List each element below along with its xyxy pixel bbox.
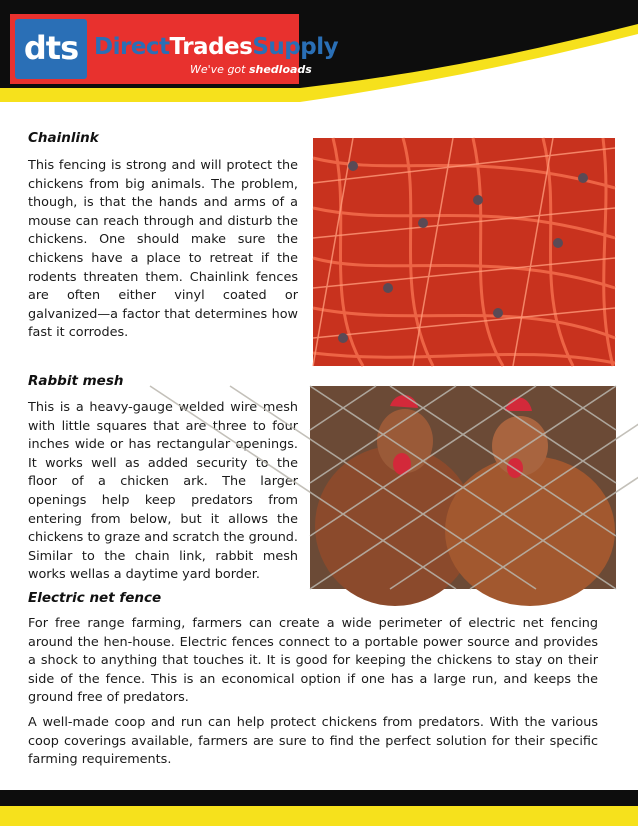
- electric-fence-body: For free range farming, farmers can create a wide perimeter of electric net fencing around the hen-house. Electric fences connect to a portable power source and provides a shock to anything that touches it. It is good for keeping the chickens to stay on their side of the fence. This is an economical option if one has a large run, and keeps the ground free of predators.: [28, 616, 598, 706]
- brand-name-part2: Trades: [169, 34, 253, 60]
- chainlink-heading: Chainlink: [28, 130, 99, 146]
- rabbit-mesh-body: This is a heavy-gauge welded wire mesh with little squares that are three to four inches wide or has rectangular openings. It works well as added security to the floor of a chicken ark. The larger openings help keep predators from entering from below, but it allows the chickens to graze and scratch the ground. Similar to the chain link, rabbit mesh works wellas a daytime yard border.: [28, 400, 298, 583]
- brand-logo[interactable]: [10, 14, 339, 84]
- chickens-fence-image: [310, 386, 616, 589]
- page-header: [0, 0, 638, 105]
- footer-yellow-band: [0, 806, 638, 826]
- logo-badge: [15, 19, 87, 79]
- brand-name-part3: Supply: [252, 34, 339, 60]
- brand-tagline: [190, 63, 312, 76]
- rabbit-mesh-heading: Rabbit mesh: [28, 373, 124, 389]
- electric-fence-heading: Electric net fence: [28, 590, 162, 606]
- tagline-bold: shedloads: [248, 63, 312, 76]
- footer-black-band: [0, 790, 638, 806]
- logo-badge-text: dts: [23, 29, 79, 67]
- tagline-prefix: We've got: [190, 63, 246, 76]
- chickens-behind-fence-photo: [310, 386, 616, 589]
- brand-name-part1: Direct: [94, 34, 170, 60]
- closing-paragraph: A well-made coop and run can help protect chickens from predators. With the various coop coverings available, farmers are sure to find the perfect solution for their specific farming requirements.: [28, 715, 598, 768]
- page-footer: [0, 790, 638, 826]
- red-rope-net-image: [313, 138, 615, 366]
- red-rope-net-photo: [313, 138, 615, 366]
- brand-name: [94, 34, 338, 60]
- chainlink-body: This fencing is strong and will protect the chickens from big animals. The problem, though, is that the hands and arms of a mouse can reach through and disturb the chickens. One should make sure the chickens have a place to retreat if the rodents threaten them. Chainlink fences are often either vinyl coated or galvanized—a factor that determines how fast it corrodes.: [28, 158, 298, 341]
